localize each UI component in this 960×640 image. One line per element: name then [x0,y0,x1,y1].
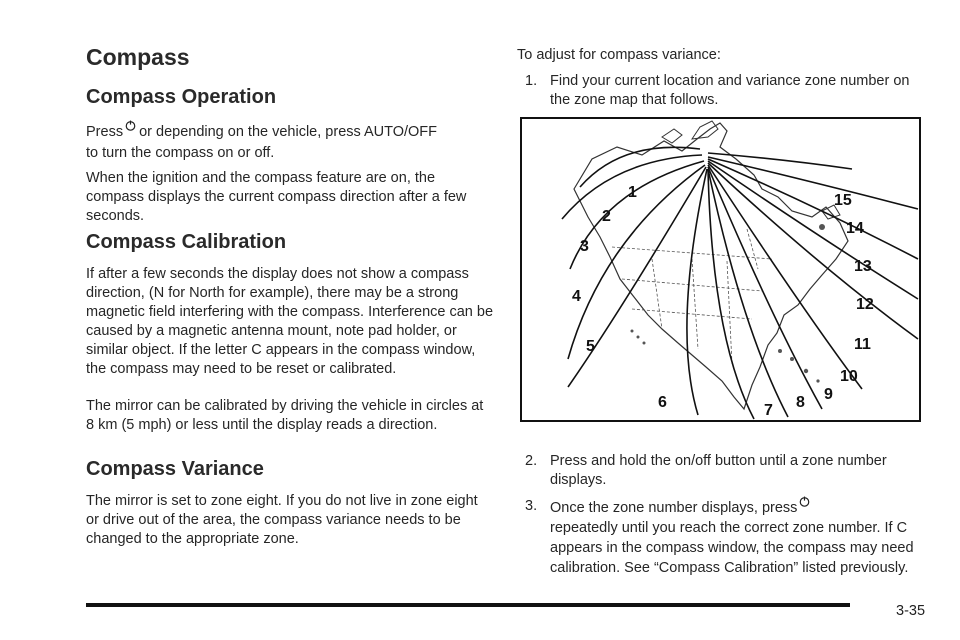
zone-label: 5 [586,338,595,355]
calibration-paragraph-1: If after a few seconds the display does not show a compass direction, (N for North for example), there may be a strong magnetic field interfering with the compass. Interference can be caused by a magnetic antenna mount, note pad holder, or similar object. If the letter C appears in the compass window, the compass may need to be reset or calibrated. [86,266,494,377]
zone-label: 6 [658,394,667,411]
step-1: 1. Find your current location and variance zone number on the zone map that follows. [525,73,910,108]
zone-label: 11 [854,336,871,353]
calibration-paragraph-2: The mirror can be calibrated by driving the vehicle in circles at 8 km (5 mph) or less until the display reads a direction. [86,398,484,433]
zone-map-graphic [522,119,921,422]
zone-label: 10 [840,368,858,385]
zone-label: 3 [580,238,589,255]
variance-paragraph-1: The mirror is set to zone eight. If you do not live in zone eight or drive out of the area, the compass variance needs to be changed to the appropriate zone. [86,493,478,547]
heading-compass-calibration: Compass Calibration [86,231,287,253]
step-3: 3. Once the zone number displays, press repeatedly until you reach the correct zone number. If C appears in the compass window, the compass may need calibration. See “Compass Calibration” listed previously. [525,498,914,576]
heading-compass-variance: Compass Variance [86,458,264,480]
zone-label: 4 [572,288,581,305]
page-title: Compass [86,44,190,70]
power-icon [125,120,136,131]
zone-label: 7 [764,402,773,419]
heading-compass-operation: Compass Operation [86,86,277,108]
step-2: 2. Press and hold the on/off button until a zone number displays. [525,453,887,488]
zone-label: 1 [628,184,637,201]
operation-paragraph-1: Press or depending on the vehicle, press AUTO/OFF to turn the compass on or off. [86,120,494,164]
page-number: 3-35 [896,603,926,619]
zone-label: 15 [834,192,852,209]
zone-lines [562,147,918,419]
zone-map [520,117,921,422]
zone-label: 2 [602,208,611,225]
footer-rule [86,603,850,607]
power-icon [799,496,810,507]
adjust-intro: To adjust for compass variance: [517,47,721,63]
zone-label: 8 [796,394,805,411]
zone-label: 9 [824,386,833,403]
zone-label: 12 [856,296,874,313]
zone-label: 14 [846,220,864,237]
operation-paragraph-2: When the ignition and the compass feature are on, the compass displays the current compass direction after a few seconds. [86,170,467,224]
zone-label: 13 [854,258,872,275]
